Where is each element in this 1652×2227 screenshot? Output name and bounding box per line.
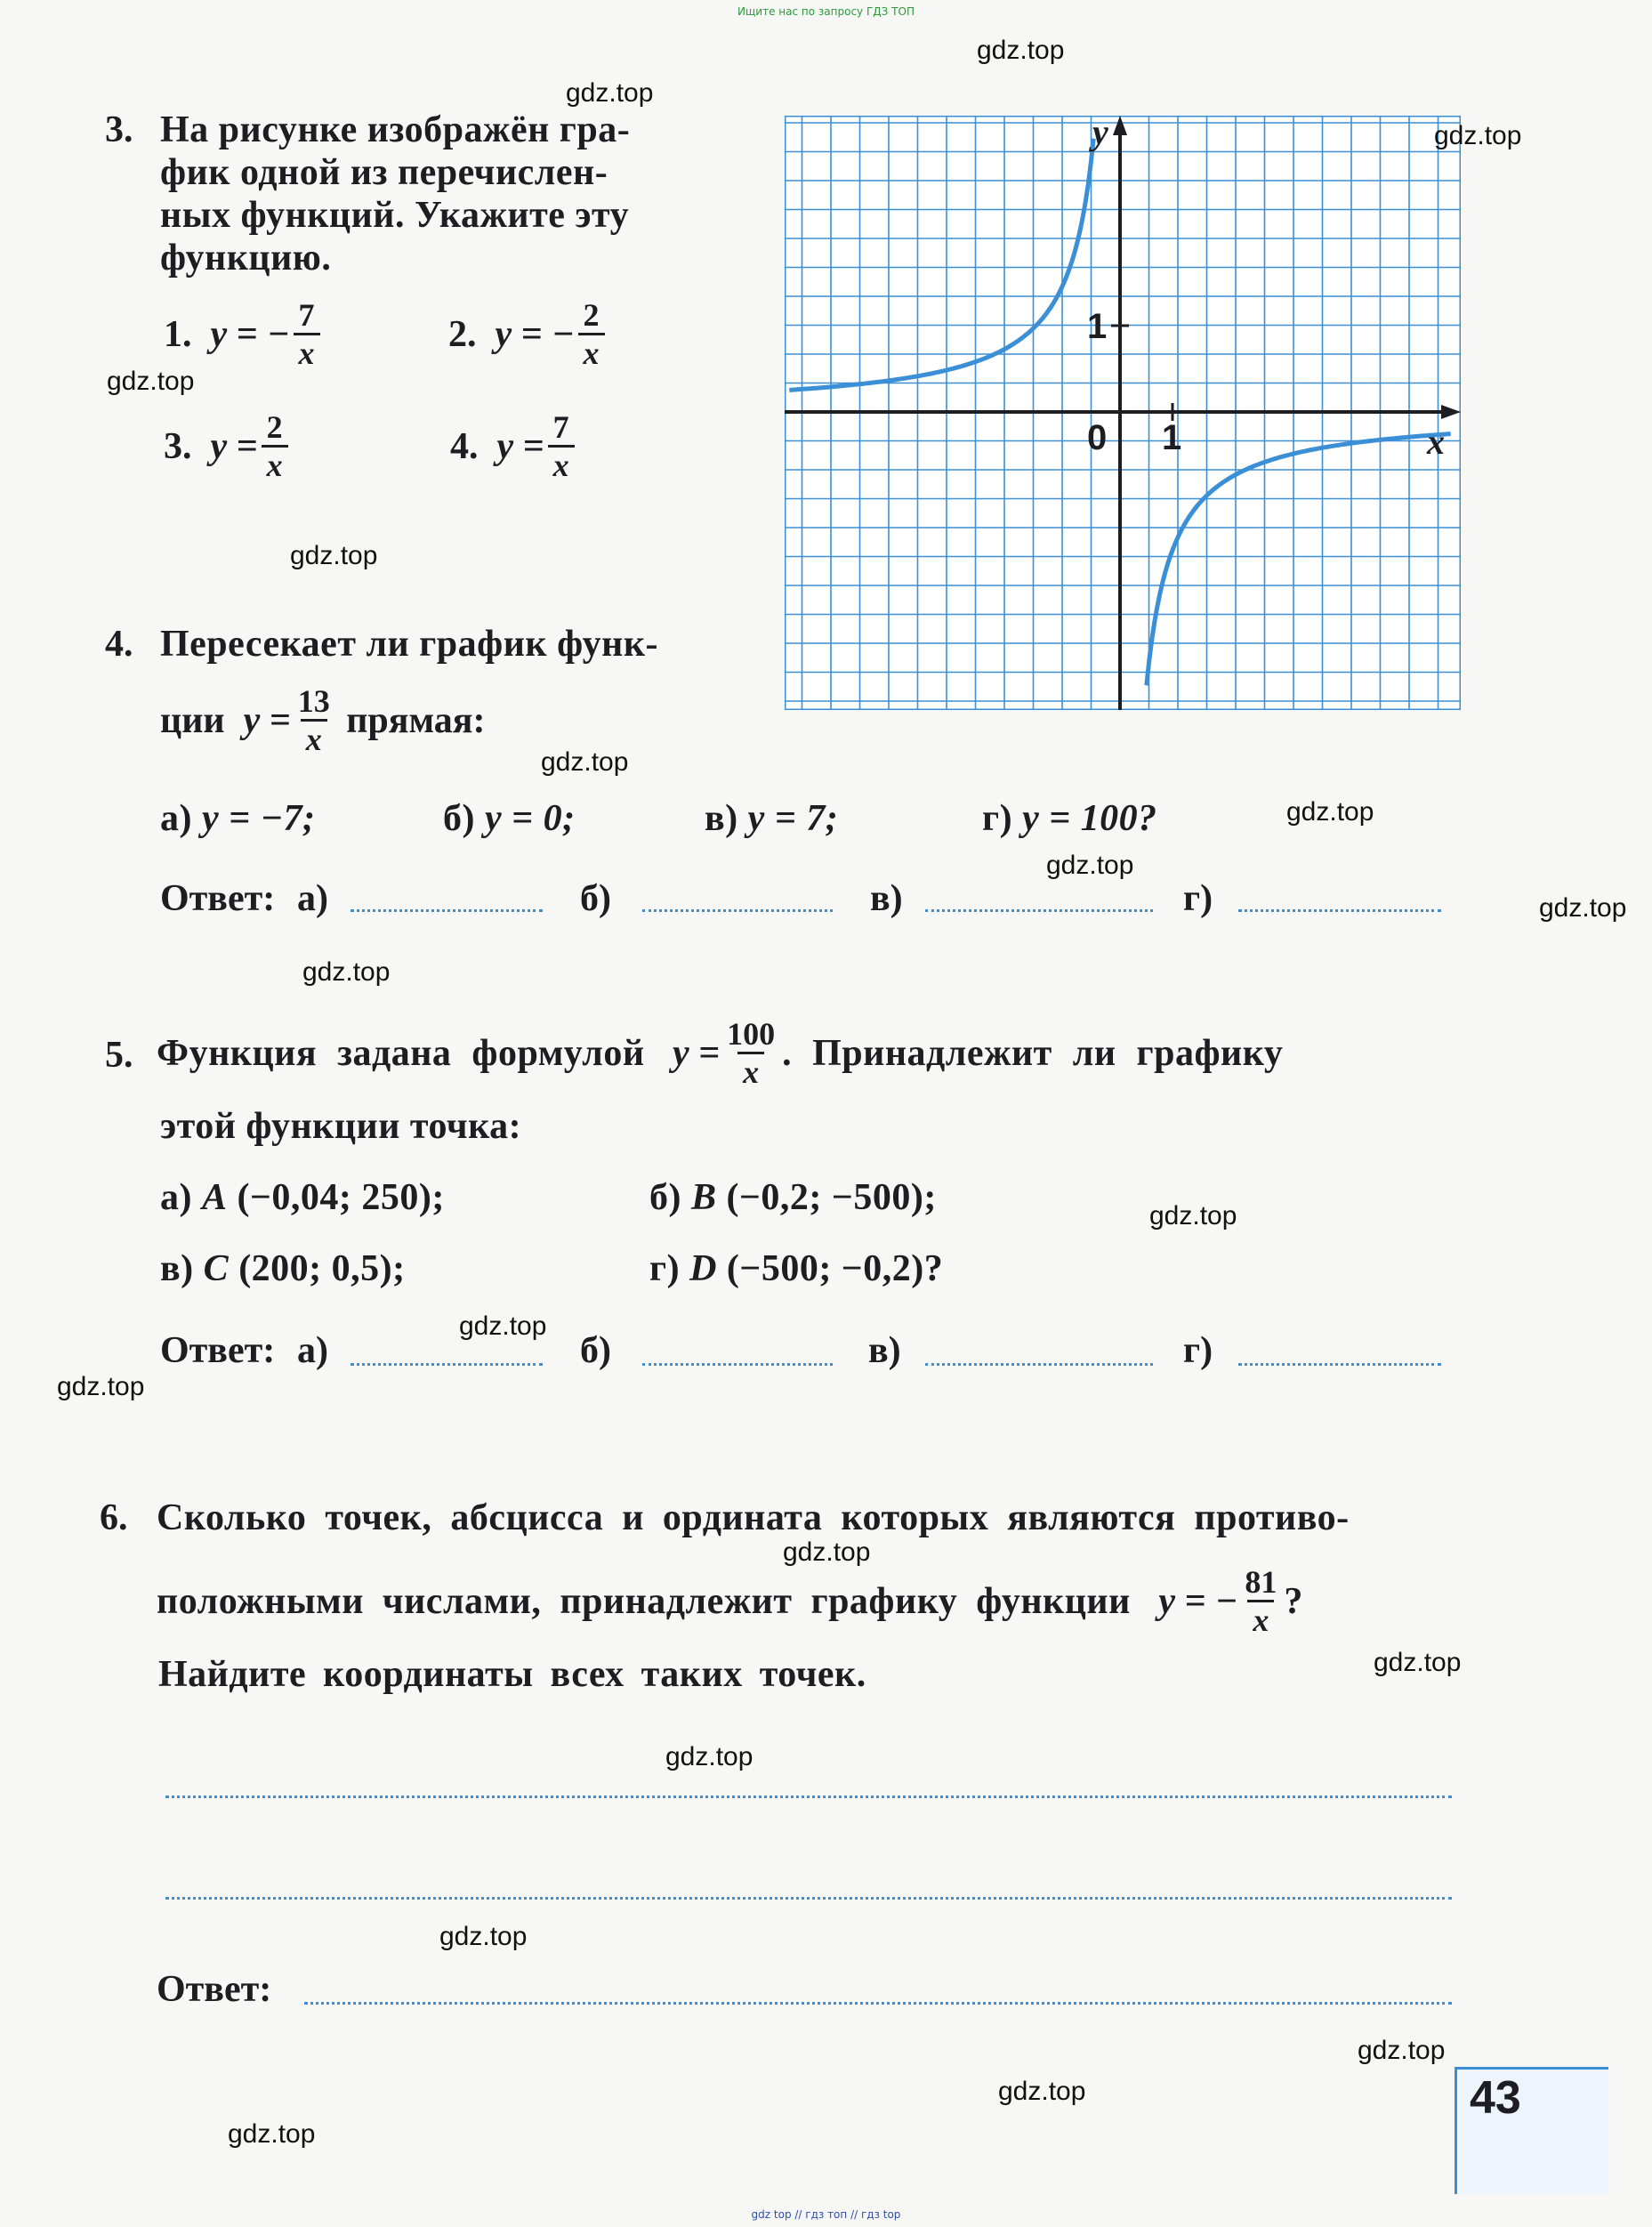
item-expr: y = 0; [485,798,576,839]
option-lhs: y = [210,425,258,467]
watermark: gdz.top [1374,1648,1462,1677]
watermark: gdz.top [439,1922,528,1951]
option-label: 3. [164,425,192,467]
task3-number: 3. [105,109,133,150]
answer-slot-label: б) [580,1330,611,1371]
watermark: gdz.top [228,2119,316,2149]
task5-point-b [649,1176,937,1219]
numerator: 7 [298,297,315,333]
task5-answer-a-field[interactable] [351,1360,543,1366]
task6-line1: Сколько точек, абсцисса и ордината которых являются противо- [157,1497,1350,1538]
task4-item-c [705,797,838,840]
point-coords: (−0,04; 250); [237,1177,445,1218]
task3-option-4 [450,409,578,483]
page-number: 43 [1470,2072,1521,2124]
fraction [294,297,320,371]
task6-work-line-2[interactable] [165,1893,1452,1900]
task5-point-d [649,1247,943,1290]
task5-text: . Принадлежит ли графику [782,1032,1284,1074]
denominator: x [548,445,575,483]
task4-number: 4. [105,624,133,665]
answer-slot-label: в) [870,878,903,919]
watermark: gdz.top [541,747,629,777]
task6-answer-label: Ответ: [157,1969,272,2010]
denominator: x [262,445,288,483]
watermark: gdz.top [459,1311,547,1341]
y-axis-label: y [1092,116,1108,152]
watermark: gdz.top [1434,121,1522,150]
top-banner[interactable]: Ищите нас по запросу ГДЗ ТОП [737,5,915,18]
task5-number: 5. [105,1035,133,1076]
watermark: gdz.top [566,78,654,108]
task6-work-line-1[interactable] [165,1792,1452,1798]
equation-lhs: y = − [1158,1580,1238,1622]
option-label: 2. [448,313,477,355]
task4-item-a [160,797,316,840]
task5-text: Функция задана формулой [157,1032,645,1074]
point-coords: (−500; −0,2)? [726,1248,944,1289]
bottom-banner[interactable]: gdz top // гдз топ // гдз top [751,2208,901,2221]
watermark: gdz.top [977,36,1065,65]
fraction [262,409,288,483]
fraction [578,297,605,371]
task3-option-3 [164,409,292,483]
item-expr: y = 100? [1022,798,1157,839]
watermark: gdz.top [665,1742,753,1771]
numerator: 2 [583,297,600,333]
task4-item-d [982,797,1157,840]
watermark: gdz.top [290,541,378,570]
point-name: C [203,1248,230,1289]
watermark: gdz.top [783,1537,871,1567]
task3-option-1 [164,297,324,371]
watermark: gdz.top [1539,893,1627,923]
task4-answer-d-field[interactable] [1238,906,1441,912]
numerator: 81 [1245,1564,1277,1600]
point-label: а) [160,1177,192,1218]
x-unit-label: 1 [1162,418,1182,457]
task6-line3: Найдите координаты всех таких точек. [158,1654,866,1695]
point-label: г) [649,1248,681,1289]
task5-line1 [157,1016,1283,1090]
task6-text: ? [1284,1580,1303,1622]
answer-slot-label: б) [580,878,611,919]
task3-line: фик одной из перечислен- [160,152,608,193]
watermark: gdz.top [1149,1201,1237,1230]
watermark: gdz.top [998,2077,1086,2106]
task5-answer-b-field[interactable] [642,1360,833,1366]
denominator: x [1247,1600,1274,1638]
point-coords: (−0,2; −500); [726,1177,937,1218]
watermark: gdz.top [302,957,391,987]
item-label: а) [160,798,192,839]
numerator: 100 [727,1016,776,1052]
task5-answer-label: Ответ: [160,1330,276,1371]
task5-line2: этой функции точка: [160,1106,522,1147]
task3-option-2 [448,297,608,371]
numerator: 7 [552,409,569,445]
task4-line2 [160,683,486,757]
denominator: x [578,333,605,371]
task4-line1: Пересекает ли график функ- [160,624,659,665]
task4-answer-b-field[interactable] [642,906,833,912]
task4-item-b [443,797,576,840]
task6-line2 [157,1564,1302,1638]
point-coords: (200; 0,5); [238,1248,406,1289]
fraction [294,683,334,757]
task5-answer-c-field[interactable] [925,1360,1153,1366]
answer-slot-label: в) [868,1330,901,1371]
task3-line: На рисунке изображён гра- [160,109,631,150]
watermark: gdz.top [1286,797,1374,827]
task6-number: 6. [100,1497,128,1538]
task4-answer-a-field[interactable] [351,906,543,912]
task6-text: положными числами, принадлежит графику функции [157,1580,1131,1622]
task4-text: прямая: [346,699,486,741]
task6-answer-field[interactable] [304,1998,1452,2005]
fraction [548,409,575,483]
numerator: 13 [297,683,330,719]
task3-line: функцию. [160,238,332,278]
watermark: gdz.top [1358,2036,1446,2065]
option-lhs: y = − [495,313,575,355]
watermark: gdz.top [57,1372,145,1401]
answer-slot-label: а) [297,878,328,919]
denominator: x [294,333,320,371]
task4-text: ции [160,699,225,741]
task3-line: ных функций. Укажите эту [160,195,630,236]
fraction [1241,1564,1280,1638]
option-label: 4. [450,425,479,467]
origin-label: 0 [1087,418,1108,457]
item-label: в) [705,798,738,839]
option-lhs: y = − [210,313,290,355]
task4-answer-c-field[interactable] [925,906,1153,912]
task4-answer-label: Ответ: [160,878,276,919]
option-lhs: y = [496,425,544,467]
item-expr: y = −7; [202,798,316,839]
denominator: x [301,719,327,757]
item-label: г) [982,798,1013,839]
denominator: x [737,1052,764,1090]
task5-point-c [160,1247,406,1290]
equation-lhs: y = [673,1032,721,1074]
hyperbola-graph [785,116,1461,710]
task5-answer-d-field[interactable] [1238,1360,1441,1366]
point-name: B [691,1177,717,1218]
answer-slot-label: г) [1183,878,1213,919]
option-label: 1. [164,313,192,355]
item-expr: y = 7; [747,798,839,839]
equation-lhs: y = [243,699,291,741]
point-label: б) [649,1177,681,1218]
watermark: gdz.top [1046,851,1134,880]
task5-point-a [160,1176,445,1219]
point-name: D [689,1248,717,1289]
item-label: б) [443,798,475,839]
answer-slot-label: а) [297,1330,328,1371]
numerator: 2 [266,409,283,445]
x-axis-label: x [1427,422,1445,462]
watermark: gdz.top [107,367,195,396]
y-unit-label: 1 [1087,307,1108,346]
fraction [723,1016,778,1090]
point-name: A [202,1177,228,1218]
point-label: в) [160,1248,194,1289]
answer-slot-label: г) [1183,1330,1213,1371]
